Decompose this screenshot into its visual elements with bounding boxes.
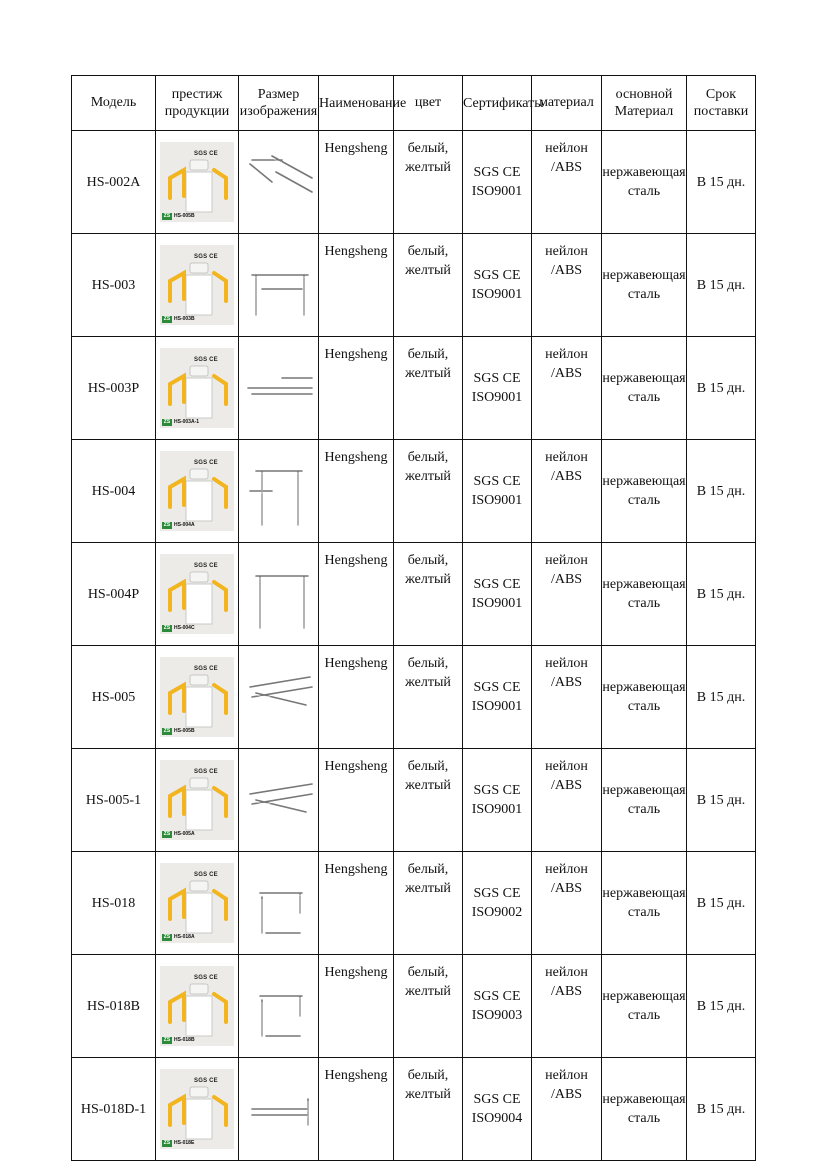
cell-product-photo: [156, 749, 239, 852]
cell-material: нейлон /ABS: [532, 646, 602, 749]
cell-name: Hengsheng: [319, 131, 394, 234]
dimension-drawing: [242, 966, 316, 1046]
product-photo: [160, 348, 234, 428]
cell-certificates: SGS CE ISO9001: [463, 646, 532, 749]
cell-size-drawing: [239, 955, 319, 1058]
product-photo: [160, 657, 234, 737]
cell-size-drawing: [239, 749, 319, 852]
cell-color: белый, желтый: [394, 646, 463, 749]
photo-code: HS-005B: [174, 213, 195, 219]
header-prestige: престиж продукции: [156, 76, 239, 131]
brand-logo: ZS: [163, 419, 171, 425]
table-row: [72, 337, 756, 440]
header-name: Наименование: [319, 76, 394, 131]
cell-delivery: В 15 дн.: [687, 749, 756, 852]
brand-logo: ZS: [163, 1140, 171, 1146]
table-row: [72, 440, 756, 543]
table-row: [72, 749, 756, 852]
certification-badge: SGS CE: [194, 460, 218, 466]
cell-certificates: SGS CE ISO9004: [463, 1058, 532, 1161]
cell-size-drawing: [239, 337, 319, 440]
header-delivery: Срок поставки: [687, 76, 756, 131]
cell-delivery: В 15 дн.: [687, 440, 756, 543]
cell-size-drawing: [239, 646, 319, 749]
cell-color: белый, желтый: [394, 543, 463, 646]
certification-badge: SGS CE: [194, 357, 218, 363]
cell-name: Hengsheng: [319, 646, 394, 749]
cell-color: белый, желтый: [394, 852, 463, 955]
cell-size-drawing: [239, 543, 319, 646]
certification-badge: SGS CE: [194, 563, 218, 569]
table-row: [72, 234, 756, 337]
photo-code: HS-005B: [174, 728, 195, 734]
certification-badge: SGS CE: [194, 975, 218, 981]
cell-main-material: нержавеющая сталь: [602, 1058, 687, 1161]
cell-certificates: SGS CE ISO9001: [463, 543, 532, 646]
cell-main-material: нержавеющая сталь: [602, 955, 687, 1058]
product-photo: [160, 863, 234, 943]
cell-model: HS-002A: [72, 131, 156, 234]
photo-code: HS-004C: [174, 625, 195, 631]
header-size-image: Размер изображения: [239, 76, 319, 131]
cell-product-photo: [156, 337, 239, 440]
table-row: [72, 1058, 756, 1161]
cell-material: нейлон /ABS: [532, 1058, 602, 1161]
header-color: цвет: [394, 76, 463, 131]
cell-material: нейлон /ABS: [532, 852, 602, 955]
photo-code: HS-004A: [174, 522, 195, 528]
cell-material: нейлон /ABS: [532, 749, 602, 852]
cell-name: Hengsheng: [319, 234, 394, 337]
cell-main-material: нержавеющая сталь: [602, 749, 687, 852]
certification-badge: SGS CE: [194, 151, 218, 157]
cell-material: нейлон /ABS: [532, 955, 602, 1058]
cell-color: белый, желтый: [394, 1058, 463, 1161]
cell-name: Hengsheng: [319, 852, 394, 955]
cell-model: HS-005: [72, 646, 156, 749]
cell-name: Hengsheng: [319, 749, 394, 852]
cell-main-material: нержавеющая сталь: [602, 131, 687, 234]
certification-badge: SGS CE: [194, 666, 218, 672]
table-row: [72, 131, 756, 234]
certification-badge: SGS CE: [194, 254, 218, 260]
cell-certificates: SGS CE ISO9002: [463, 852, 532, 955]
header-row: [72, 76, 756, 131]
brand-logo: ZS: [163, 1037, 171, 1043]
product-photo: [160, 245, 234, 325]
dimension-drawing: [242, 657, 316, 737]
cell-main-material: нержавеющая сталь: [602, 543, 687, 646]
header-model: Модель: [72, 76, 156, 131]
cell-color: белый, желтый: [394, 749, 463, 852]
cell-material: нейлон /ABS: [532, 337, 602, 440]
cell-delivery: В 15 дн.: [687, 955, 756, 1058]
cell-product-photo: [156, 440, 239, 543]
cell-product-photo: [156, 646, 239, 749]
cell-product-photo: [156, 852, 239, 955]
cell-certificates: SGS CE ISO9001: [463, 131, 532, 234]
cell-certificates: SGS CE ISO9001: [463, 749, 532, 852]
cell-model: HS-004P: [72, 543, 156, 646]
cell-size-drawing: [239, 440, 319, 543]
photo-code: HS-018A: [174, 934, 195, 940]
cell-delivery: В 15 дн.: [687, 646, 756, 749]
cell-name: Hengsheng: [319, 337, 394, 440]
cell-product-photo: [156, 955, 239, 1058]
table-row: [72, 955, 756, 1058]
cell-material: нейлон /ABS: [532, 543, 602, 646]
cell-delivery: В 15 дн.: [687, 234, 756, 337]
cell-main-material: нержавеющая сталь: [602, 646, 687, 749]
photo-code: HS-018B: [174, 1037, 195, 1043]
cell-certificates: SGS CE ISO9003: [463, 955, 532, 1058]
brand-logo: ZS: [163, 316, 171, 322]
cell-main-material: нержавеющая сталь: [602, 440, 687, 543]
dimension-drawing: [242, 1069, 316, 1149]
cell-color: белый, желтый: [394, 337, 463, 440]
header-certificates: Сертификаты: [463, 76, 532, 131]
cell-name: Hengsheng: [319, 440, 394, 543]
dimension-drawing: [242, 863, 316, 943]
brand-logo: ZS: [163, 625, 171, 631]
dimension-drawing: [242, 245, 316, 325]
product-photo: [160, 554, 234, 634]
header-main-material: основной Материал: [602, 76, 687, 131]
dimension-drawing: [242, 348, 316, 428]
cell-size-drawing: [239, 131, 319, 234]
cell-size-drawing: [239, 852, 319, 955]
cell-certificates: SGS CE ISO9001: [463, 234, 532, 337]
certification-badge: SGS CE: [194, 872, 218, 878]
cell-model: HS-018: [72, 852, 156, 955]
brand-logo: ZS: [163, 728, 171, 734]
brand-logo: ZS: [163, 213, 171, 219]
product-photo: [160, 142, 234, 222]
cell-delivery: В 15 дн.: [687, 131, 756, 234]
cell-main-material: нержавеющая сталь: [602, 337, 687, 440]
product-photo: [160, 760, 234, 840]
table-row: [72, 543, 756, 646]
cell-model: HS-004: [72, 440, 156, 543]
brand-logo: ZS: [163, 934, 171, 940]
cell-delivery: В 15 дн.: [687, 337, 756, 440]
cell-product-photo: [156, 131, 239, 234]
cell-product-photo: [156, 1058, 239, 1161]
photo-code: HS-003B: [174, 316, 195, 322]
cell-material: нейлон /ABS: [532, 131, 602, 234]
photo-code: HS-003A-1: [174, 419, 200, 425]
cell-model: HS-018B: [72, 955, 156, 1058]
cell-name: Hengsheng: [319, 1058, 394, 1161]
cell-model: HS-005-1: [72, 749, 156, 852]
certification-badge: SGS CE: [194, 769, 218, 775]
cell-product-photo: [156, 543, 239, 646]
cell-model: HS-018D-1: [72, 1058, 156, 1161]
cell-main-material: нержавеющая сталь: [602, 852, 687, 955]
dimension-drawing: [242, 451, 316, 531]
cell-product-photo: [156, 234, 239, 337]
cell-material: нейлон /ABS: [532, 234, 602, 337]
product-photo: [160, 451, 234, 531]
cell-name: Hengsheng: [319, 955, 394, 1058]
brand-logo: ZS: [163, 522, 171, 528]
cell-name: Hengsheng: [319, 543, 394, 646]
certification-badge: SGS CE: [194, 1078, 218, 1084]
product-photo: [160, 1069, 234, 1149]
table-row: [72, 852, 756, 955]
product-photo: [160, 966, 234, 1046]
dimension-drawing: [242, 760, 316, 840]
photo-code: HS-018E: [174, 1140, 195, 1146]
dimension-drawing: [242, 554, 316, 634]
cell-model: HS-003: [72, 234, 156, 337]
cell-certificates: SGS CE ISO9001: [463, 440, 532, 543]
cell-color: белый, желтый: [394, 440, 463, 543]
header-material: материал: [532, 76, 602, 131]
cell-color: белый, желтый: [394, 131, 463, 234]
table-row: [72, 646, 756, 749]
cell-main-material: нержавеющая сталь: [602, 234, 687, 337]
cell-delivery: В 15 дн.: [687, 852, 756, 955]
product-spec-table: [71, 75, 756, 1161]
cell-material: нейлон /ABS: [532, 440, 602, 543]
brand-logo: ZS: [163, 831, 171, 837]
cell-delivery: В 15 дн.: [687, 543, 756, 646]
cell-size-drawing: [239, 1058, 319, 1161]
dimension-drawing: [242, 142, 316, 222]
cell-model: HS-003P: [72, 337, 156, 440]
photo-code: HS-005A: [174, 831, 195, 837]
cell-size-drawing: [239, 234, 319, 337]
cell-color: белый, желтый: [394, 234, 463, 337]
cell-color: белый, желтый: [394, 955, 463, 1058]
cell-certificates: SGS CE ISO9001: [463, 337, 532, 440]
cell-delivery: В 15 дн.: [687, 1058, 756, 1161]
